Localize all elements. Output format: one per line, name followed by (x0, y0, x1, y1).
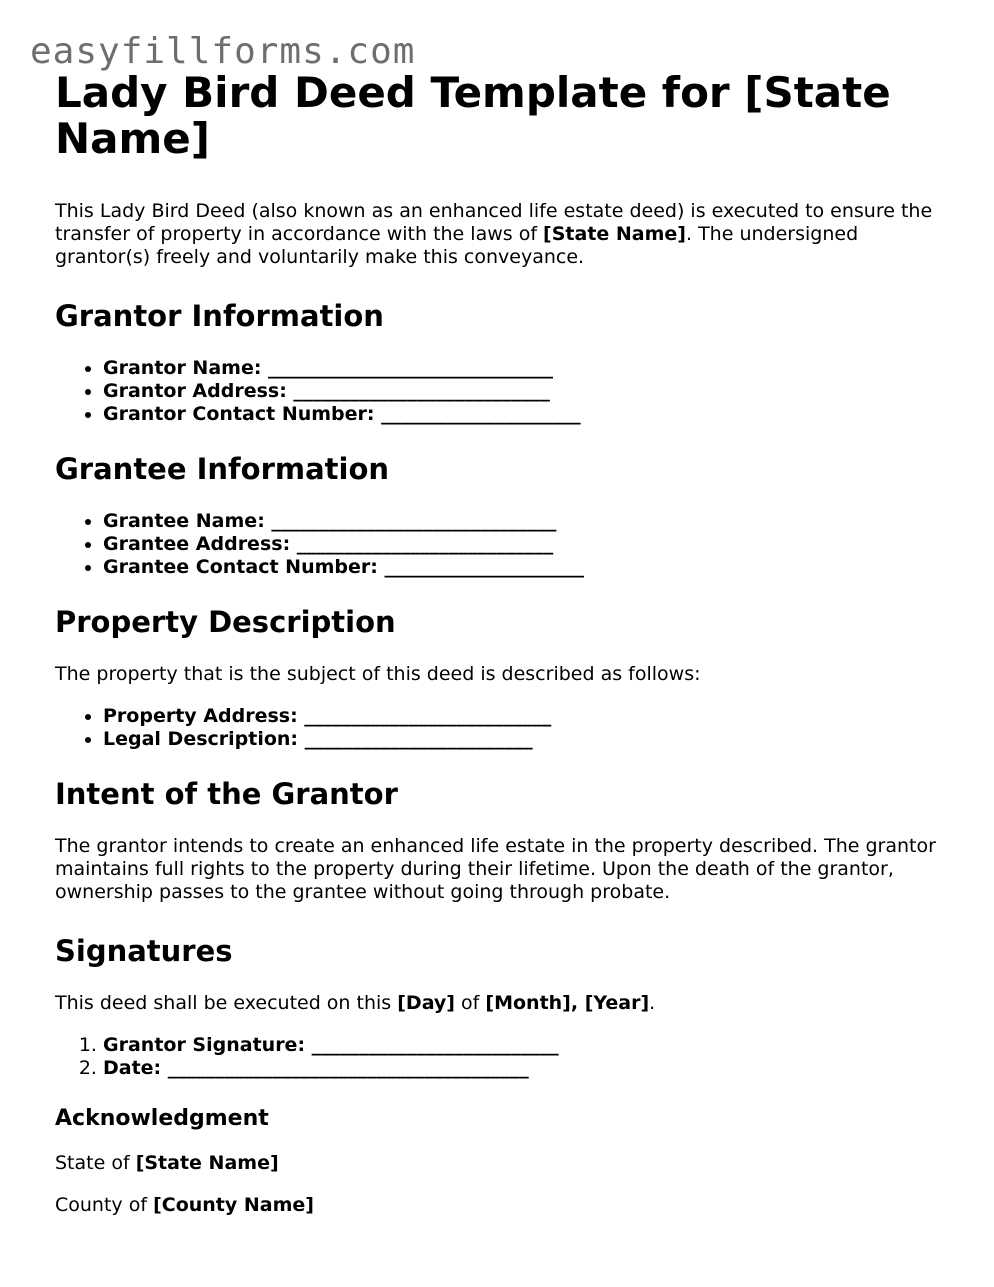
county-line (55, 1194, 945, 1217)
legal-description-field[interactable]: Legal Description: ________________________ (103, 728, 533, 750)
acknowledgment-heading: Acknowledgment (55, 1106, 269, 1131)
intro-text-2: . The undersigned grantor(s) freely and voluntarily make this conveyance. (55, 223, 859, 268)
page-title: Lady Bird Deed Template for [State Name] (55, 68, 891, 163)
list-item (103, 1034, 945, 1057)
document-page (55, 70, 945, 1236)
list-item (103, 1057, 945, 1080)
intent-heading: Intent of the Grantor (55, 777, 398, 811)
state-line (55, 1152, 945, 1175)
grantee-heading: Grantee Information (55, 452, 390, 486)
property-text: The property that is the subject of this deed is described as follows: (55, 663, 701, 685)
execution-month-year: [Month], [Year] (485, 992, 650, 1014)
execution-text-of: of (455, 992, 486, 1014)
list-item (103, 728, 945, 751)
date-field[interactable]: Date: ______________________________________ (103, 1057, 529, 1079)
property-list (55, 705, 945, 751)
property-heading: Property Description (55, 605, 396, 639)
intro-paragraph (55, 200, 945, 269)
list-item (103, 357, 945, 380)
watermark: easyfillforms.com (30, 31, 416, 72)
grantee-contact-field[interactable]: Grantee Contact Number: _____________________ (103, 556, 584, 578)
grantee-address-field[interactable]: Grantee Address: ___________________________ (103, 533, 554, 555)
list-item (103, 556, 945, 579)
grantee-list (55, 510, 945, 579)
property-address-field[interactable]: Property Address: __________________________ (103, 705, 552, 727)
execution-day: [Day] (397, 992, 455, 1014)
signatures-list (55, 1034, 945, 1080)
intro-text-1: This Lady Bird Deed (also known as an enhanced life estate deed) is executed to ensure the transfer of property in accordance with the laws of (55, 200, 933, 245)
grantor-address-field[interactable]: Grantor Address: ___________________________ (103, 380, 550, 402)
intent-text: The grantor intends to create an enhanced life estate in the property described. The grantor maintains full rights to the property during their lifetime. Upon the death of the grantor, ownership passes to the grantee without going through probate. (55, 835, 936, 903)
execution-date-text (55, 992, 945, 1015)
list-item (103, 705, 945, 728)
signatures-heading: Signatures (55, 934, 233, 968)
list-item (103, 403, 945, 426)
state-label: State of (55, 1152, 136, 1174)
list-item (103, 510, 945, 533)
execution-text-pre: This deed shall be executed on this (55, 992, 398, 1014)
grantee-name-field[interactable]: Grantee Name: ______________________________ (103, 510, 557, 532)
grantor-list (55, 357, 945, 426)
list-item (103, 380, 945, 403)
county-value: [County Name] (153, 1194, 314, 1216)
list-item (103, 533, 945, 556)
intro-state-name: [State Name] (543, 223, 686, 245)
execution-text-end: . (649, 992, 656, 1014)
state-value: [State Name] (135, 1152, 279, 1174)
grantor-signature-field[interactable]: Grantor Signature: __________________________ (103, 1034, 559, 1056)
county-label: County of (55, 1194, 154, 1216)
grantor-contact-field[interactable]: Grantor Contact Number: _____________________ (103, 403, 581, 425)
grantor-heading: Grantor Information (55, 299, 384, 333)
grantor-name-field[interactable]: Grantor Name: ______________________________ (103, 357, 554, 379)
